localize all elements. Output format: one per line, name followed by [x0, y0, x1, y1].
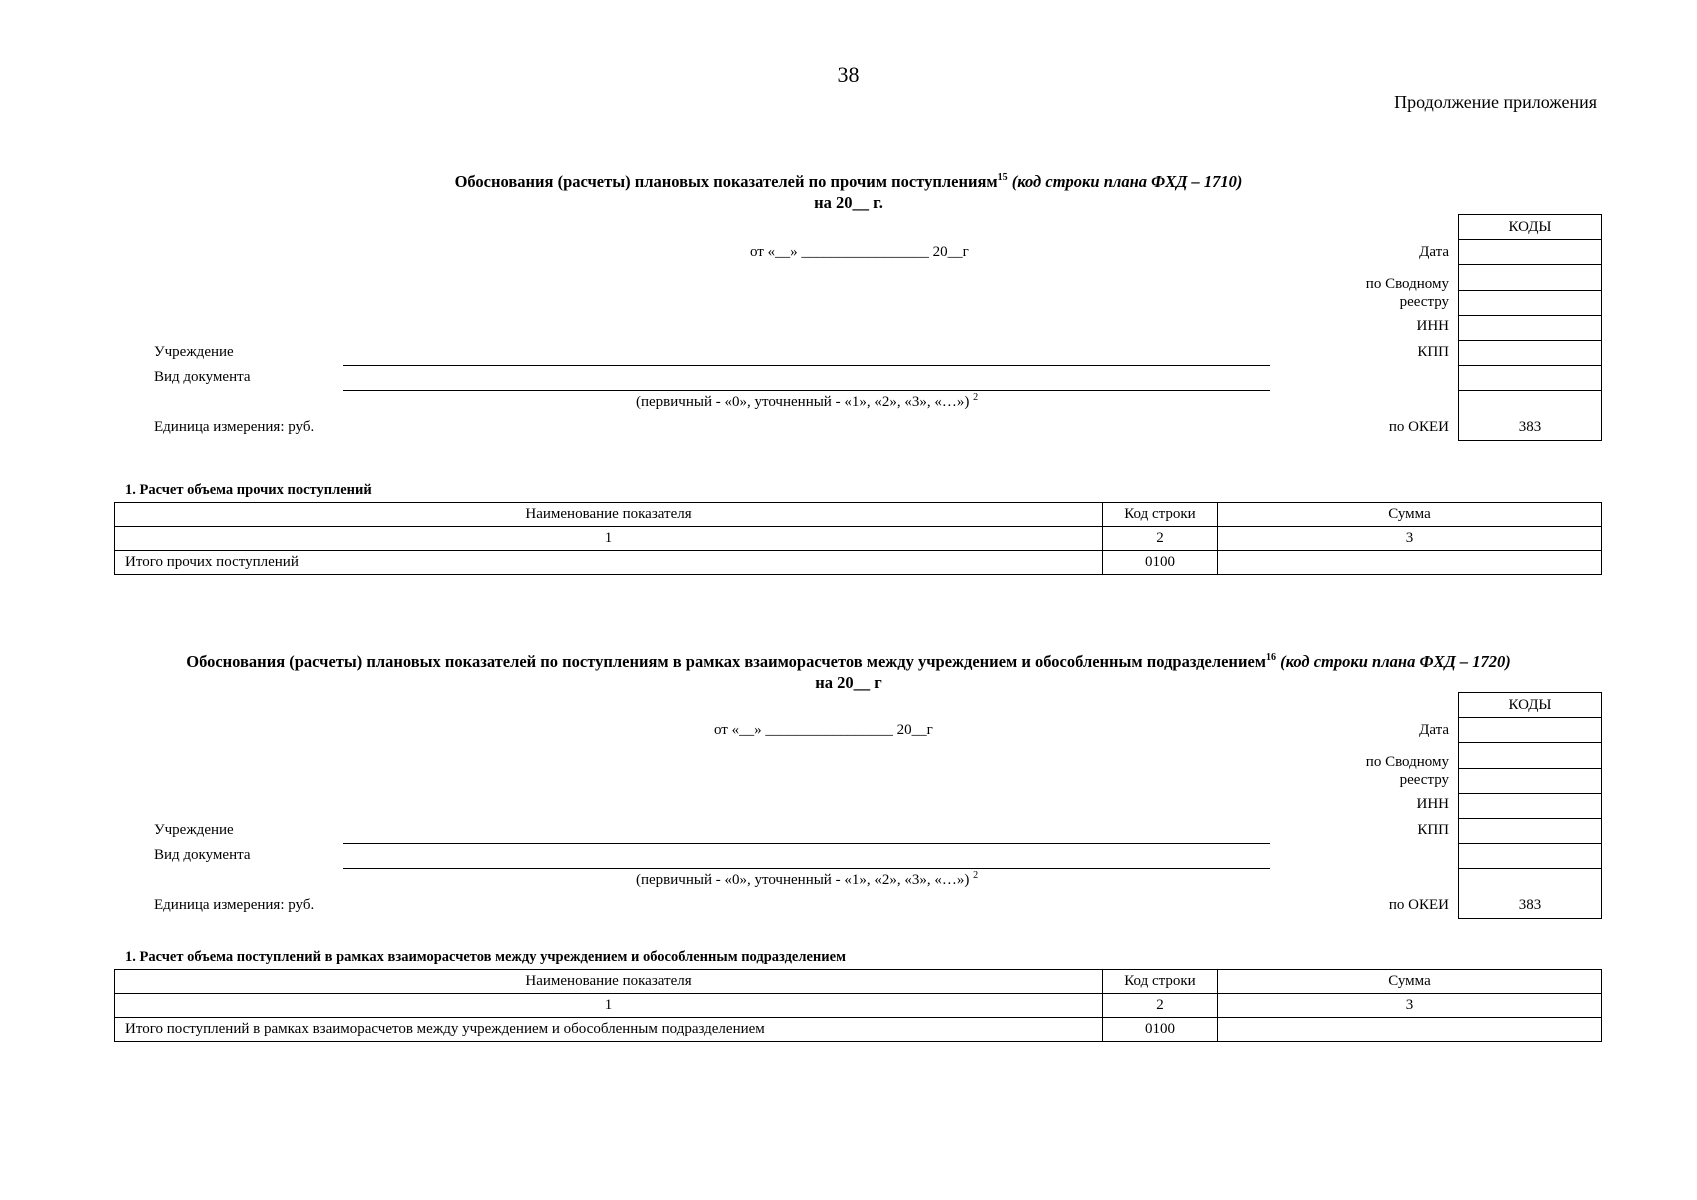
doc-type-note-sup: 2 — [973, 392, 979, 403]
title-footnote: 15 — [997, 171, 1008, 183]
table-number-row — [115, 994, 1602, 1018]
col-number-2: 2 — [1103, 994, 1218, 1018]
doc-type-note — [636, 394, 978, 411]
label-inn: ИНН — [1416, 796, 1449, 812]
table-row — [115, 551, 1602, 575]
doc-type-note-sup: 2 — [973, 870, 979, 881]
codes-header: КОДЫ — [1459, 215, 1602, 240]
label-kpp: КПП — [1417, 344, 1449, 360]
doc-type-note-text: (первичный - «0», уточненный - «1», «2», «3», «…») — [636, 872, 970, 888]
section-year-line: на 20__ г — [815, 673, 882, 692]
doc-type-label: Вид документа — [154, 369, 251, 385]
title-code-note: (код строки плана ФХД – 1720) — [1280, 652, 1511, 671]
doc-type-label: Вид документа — [154, 847, 251, 863]
label-registry-1: по Сводному — [1365, 754, 1449, 770]
header-sum: Сумма — [1218, 970, 1602, 994]
total-code: 0100 — [1103, 1018, 1218, 1042]
table-header-row — [115, 970, 1602, 994]
col-number-1: 1 — [115, 994, 1103, 1018]
section-year-line: на 20__ г. — [814, 193, 883, 212]
code-registry-cell-2[interactable] — [1459, 769, 1602, 794]
total-code: 0100 — [1103, 551, 1218, 575]
doc-type-line[interactable] — [343, 390, 1270, 391]
label-okei: по ОКЕИ — [1388, 897, 1449, 913]
header-sum: Сумма — [1218, 503, 1602, 527]
col-number-3: 3 — [1218, 527, 1602, 551]
calc-table — [114, 502, 1602, 575]
total-sum[interactable] — [1218, 1018, 1602, 1042]
label-okei: по ОКЕИ — [1388, 419, 1449, 435]
code-kpp-cell[interactable] — [1459, 819, 1602, 844]
institution-line[interactable] — [343, 365, 1270, 366]
institution-label: Учреждение — [154, 822, 234, 838]
total-sum[interactable] — [1218, 551, 1602, 575]
code-registry-cell-2[interactable] — [1459, 291, 1602, 316]
code-okei-cell: 383 — [1459, 391, 1602, 441]
header-code: Код строки — [1103, 970, 1218, 994]
col-number-2: 2 — [1103, 527, 1218, 551]
code-date-cell[interactable] — [1459, 240, 1602, 265]
codes-box — [1458, 214, 1602, 441]
label-kpp: КПП — [1417, 822, 1449, 838]
unit-label: Единица измерения: руб. — [154, 419, 315, 435]
table-number-row — [115, 527, 1602, 551]
label-registry-2: реестру — [1399, 772, 1449, 788]
total-name: Итого поступлений в рамках взаиморасчетов между учреждением и обособленным подразделением — [115, 1018, 1103, 1042]
doc-type-line[interactable] — [343, 868, 1270, 869]
label-date: Дата — [1419, 722, 1449, 738]
doc-type-note-text: (первичный - «0», уточненный - «1», «2», «3», «…») — [636, 394, 970, 410]
institution-line[interactable] — [343, 843, 1270, 844]
label-registry-1: по Сводному — [1365, 276, 1449, 292]
calc-title: 1. Расчет объема прочих поступлений — [125, 482, 372, 498]
calc-title: 1. Расчет объема поступлений в рамках взаиморасчетов между учреждением и обособленным подразделением — [125, 949, 846, 965]
code-registry-cell-1[interactable] — [1459, 265, 1602, 291]
section-title — [0, 172, 1697, 192]
code-okei-cell: 383 — [1459, 869, 1602, 919]
table-row — [115, 1018, 1602, 1042]
page-number: 38 — [837, 62, 860, 87]
institution-label: Учреждение — [154, 344, 234, 360]
title-footnote: 16 — [1266, 651, 1277, 663]
code-doc-type-cell[interactable] — [1459, 844, 1602, 869]
section-title — [0, 652, 1697, 672]
label-registry-2: реестру — [1399, 294, 1449, 310]
code-doc-type-cell[interactable] — [1459, 366, 1602, 391]
codes-box — [1458, 692, 1602, 919]
total-name: Итого прочих поступлений — [115, 551, 1103, 575]
header-code: Код строки — [1103, 503, 1218, 527]
code-inn-cell[interactable] — [1459, 794, 1602, 819]
code-kpp-cell[interactable] — [1459, 341, 1602, 366]
col-number-3: 3 — [1218, 994, 1602, 1018]
date-line: от «__» _________________ 20__г — [750, 244, 969, 260]
table-header-row — [115, 503, 1602, 527]
code-inn-cell[interactable] — [1459, 316, 1602, 341]
date-line: от «__» _________________ 20__г — [714, 722, 933, 738]
doc-type-note — [636, 872, 978, 889]
appendix-note: Продолжение приложения — [1394, 92, 1597, 112]
label-date: Дата — [1419, 244, 1449, 260]
title-code-note: (код строки плана ФХД – 1710) — [1011, 172, 1243, 191]
header-name: Наименование показателя — [115, 503, 1103, 527]
header-name: Наименование показателя — [115, 970, 1103, 994]
code-registry-cell-1[interactable] — [1459, 743, 1602, 769]
unit-label: Единица измерения: руб. — [154, 897, 315, 913]
title-main: Обоснования (расчеты) плановых показателей по поступлениям в рамках взаиморасчетов между учреждением и обособленным подразделением — [186, 652, 1267, 671]
label-inn: ИНН — [1416, 318, 1449, 334]
title-main: Обоснования (расчеты) плановых показателей по прочим поступлениям — [454, 172, 998, 191]
calc-table — [114, 969, 1602, 1042]
codes-header: КОДЫ — [1459, 693, 1602, 718]
col-number-1: 1 — [115, 527, 1103, 551]
code-date-cell[interactable] — [1459, 718, 1602, 743]
